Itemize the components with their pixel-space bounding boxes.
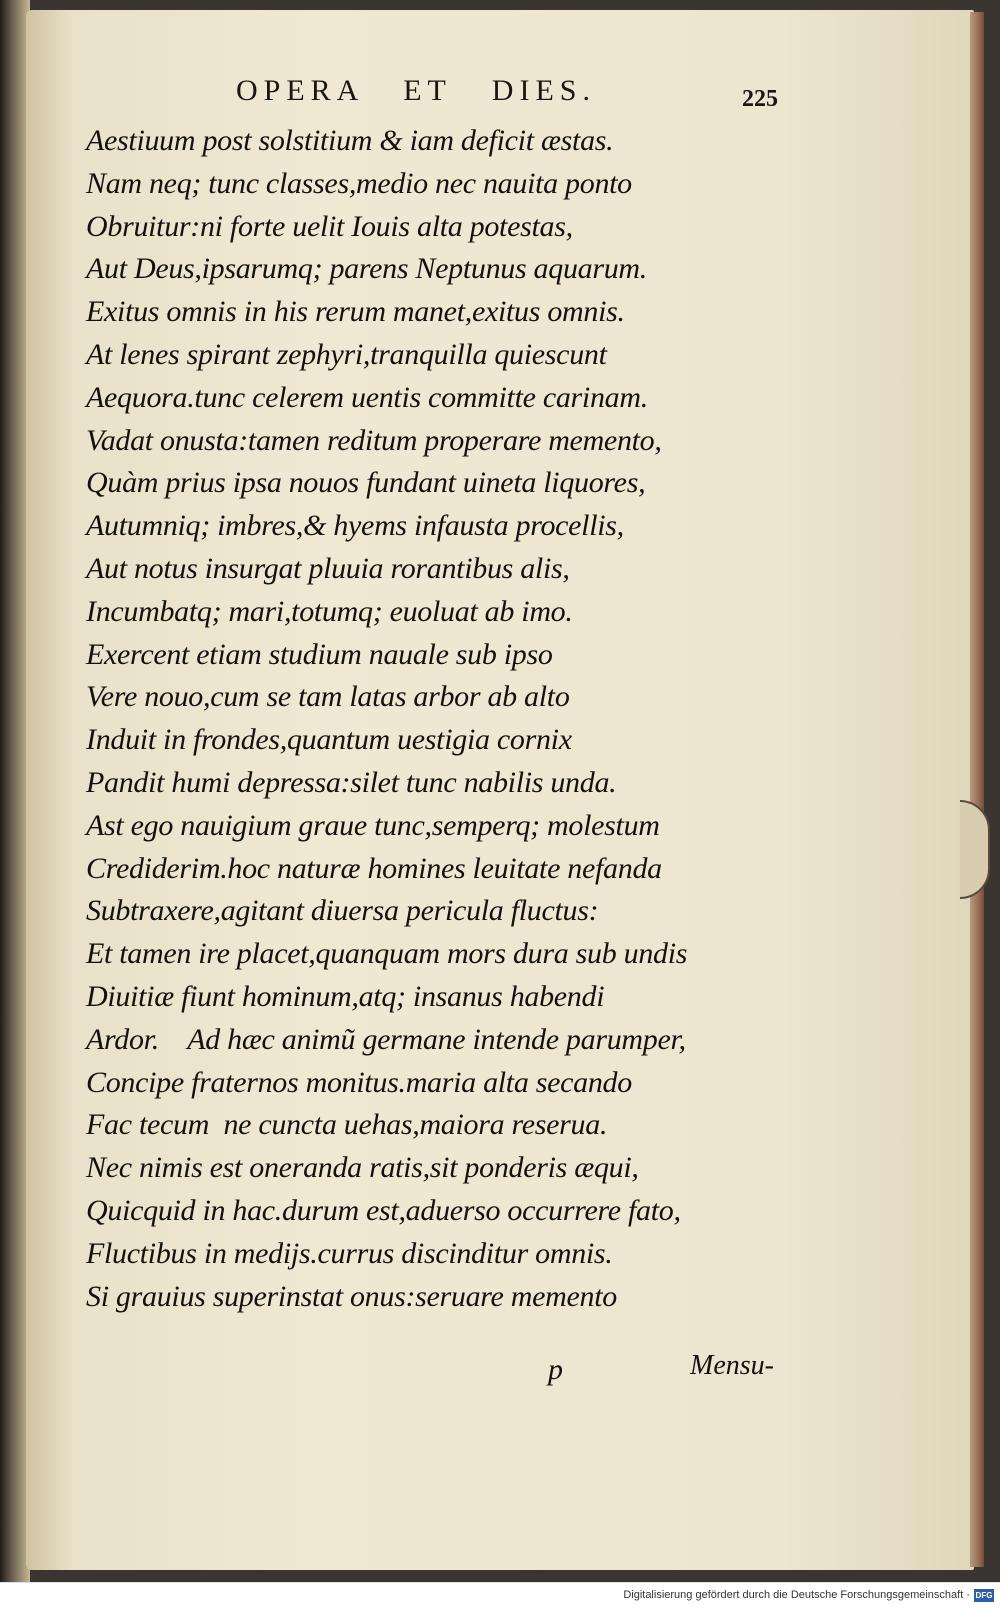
verse-line: Pandit humi depressa:silet tunc nabilis unda. bbox=[86, 765, 617, 799]
verse-line: Ast ego nauigium graue tunc,semperq; molestum bbox=[86, 808, 660, 842]
verse-line: Exitus omnis in his rerum manet,exitus omnis. bbox=[86, 295, 625, 329]
verse-line: Nec nimis est oneranda ratis,sit ponderis æqui, bbox=[86, 1151, 639, 1185]
verse-line: Aut Deus,ipsarumq; parens Neptunus aquarum. bbox=[86, 252, 647, 286]
running-header: OPERA ET DIES. bbox=[236, 74, 596, 107]
verse-line: At lenes spirant zephyri,tranquilla quiescunt bbox=[86, 337, 607, 371]
verse-line: Crediderim.hoc naturæ homines leuitate nefanda bbox=[86, 851, 662, 885]
verse-line: Si grauius superinstat onus:seruare memento bbox=[86, 1279, 617, 1313]
verse-line: Ardor. Ad hæc animũ germane intende parumper, bbox=[86, 1022, 686, 1056]
verse-line: Subtraxere,agitant diuersa pericula fluctus: bbox=[86, 894, 599, 928]
verse-line: Fluctibus in medijs.currus discinditur omnis. bbox=[86, 1236, 613, 1270]
page-fore-edge bbox=[970, 12, 984, 1567]
page-tab-marker bbox=[960, 800, 990, 899]
footer-credit: Digitalisierung gefördert durch die Deutsche Forschungsgemeinschaft · bbox=[623, 1589, 970, 1601]
verse-line: Aequora.tunc celerem uentis committe carinam. bbox=[86, 380, 648, 414]
verse-line: Incumbatq; mari,totumq; euoluat ab imo. bbox=[86, 594, 573, 628]
signature-mark: p bbox=[548, 1353, 563, 1386]
verse-line: Concipe fraternos monitus.maria alta secando bbox=[86, 1065, 632, 1099]
verse-line: Diuitiæ fiunt hominum,atq; insanus habendi bbox=[86, 979, 605, 1013]
verse-line: Quàm prius ipsa nouos fundant uineta liquores, bbox=[86, 466, 646, 500]
verse-block bbox=[86, 120, 806, 1318]
verse-line: Et tamen ire placet,quanquam mors dura sub undis bbox=[86, 937, 688, 971]
catchword: Mensu- bbox=[690, 1350, 774, 1381]
dfg-logo-icon: DFG bbox=[975, 1591, 993, 1600]
verse-line: Nam neq; tunc classes,medio nec nauita ponto bbox=[86, 166, 632, 200]
verse-line: Autumniq; imbres,& hyems infausta procellis, bbox=[86, 509, 624, 543]
verse-line: Vere nouo,cum se tam latas arbor ab alto bbox=[86, 680, 570, 714]
footer-bar bbox=[0, 1582, 1000, 1610]
verse-line: Vadat onusta:tamen reditum properare memento, bbox=[86, 423, 662, 457]
verse-line: Aut notus insurgat pluuia rorantibus alis, bbox=[86, 551, 570, 585]
verse-line: Quicquid in hac.durum est,aduerso occurrere fato, bbox=[86, 1193, 681, 1227]
verse-line: Exercent etiam studium nauale sub ipso bbox=[86, 637, 553, 671]
page-number: 225 bbox=[742, 86, 778, 112]
verse-line: Obruitur:ni forte uelit Iouis alta potestas, bbox=[86, 209, 573, 243]
verse-line: Aestiuum post solstitium & iam deficit æstas. bbox=[86, 124, 614, 157]
verse-line: Fac tecum ne cuncta uehas,maiora reserua. bbox=[86, 1108, 608, 1142]
verse-line: Induit in frondes,quantum uestigia cornix bbox=[86, 723, 572, 757]
